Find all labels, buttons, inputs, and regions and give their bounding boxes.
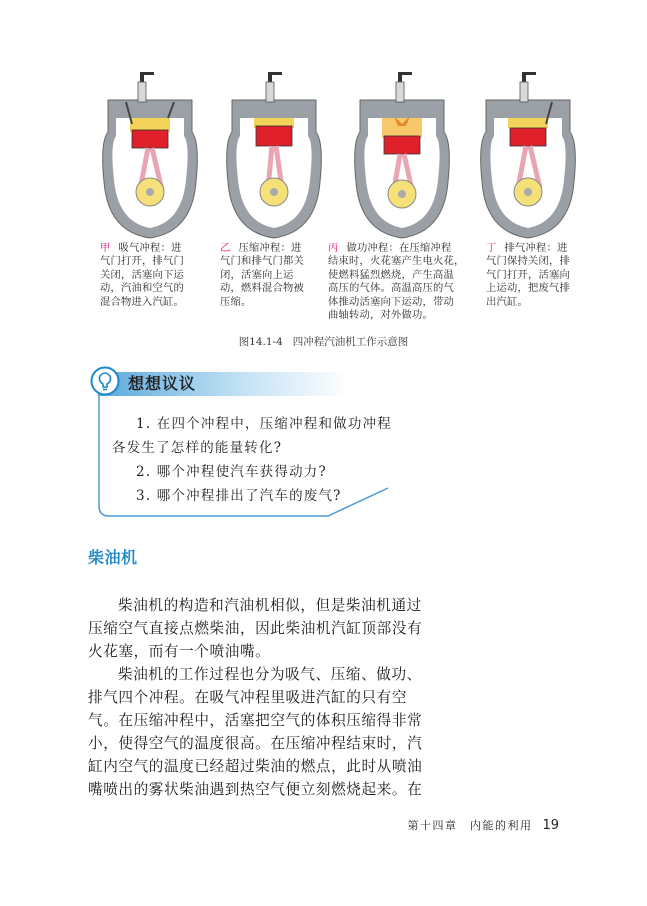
engine-diagram-power — [352, 72, 452, 242]
question-3: 3. 哪个冲程排出了汽车的废气? — [136, 488, 342, 504]
caption-line: 关闭，活塞向下运 — [100, 268, 184, 281]
figure-title: 四冲程汽油机工作示意图 — [292, 336, 409, 348]
caption-line: 压缩冲程：进 — [238, 242, 302, 254]
stroke-label: 甲 — [100, 242, 111, 254]
caption-line: 上运动，把废气排 — [486, 282, 570, 295]
paragraph-line: 压缩空气直接点燃柴油，因此柴油机汽缸顶部没有 — [88, 620, 423, 637]
caption-line: 压缩。 — [220, 295, 252, 308]
think-box-title: 想想议议 — [128, 374, 197, 393]
paragraph-line: 嘴喷出的雾状柴油遇到热空气便立刻燃烧起来。在 — [88, 781, 423, 798]
paragraph-line: 柴油机的构造和汽油机相似，但是柴油机通过 — [118, 597, 422, 614]
caption-line: 闭，活塞向上运 — [220, 268, 294, 281]
stroke-label: 丁 — [486, 242, 497, 254]
caption-line: 出汽缸。 — [486, 295, 528, 308]
caption-exhaust — [486, 242, 604, 309]
page-number: 19 — [542, 818, 559, 833]
caption-line: 混合物进入汽缸。 — [100, 295, 184, 308]
caption-line: 结束时，火花塞产生电火花， — [328, 255, 465, 268]
stroke-label: 丙 — [328, 242, 339, 254]
caption-line: 吸气冲程：进 — [118, 242, 182, 254]
caption-line: 排气冲程：进 — [504, 242, 568, 254]
paragraph-line: 气。在压缩冲程中，活塞把空气的体积压缩得非常 — [88, 712, 423, 729]
caption-line: 高压的气体。高温高压的气 — [328, 282, 454, 295]
caption-power — [328, 242, 478, 322]
figure-caption — [0, 334, 647, 349]
caption-line: 曲轴转动，对外做功。 — [328, 309, 433, 322]
paragraph-line: 缸内空气的温度已经超过柴油的燃点，此时从喷油 — [88, 758, 423, 775]
engine-diagram-exhaust — [478, 72, 578, 242]
engine-diagram-compression — [224, 72, 324, 242]
paragraph-line: 小，使得空气的温度很高。在压缩冲程结束时，汽 — [88, 735, 423, 752]
caption-compression — [220, 242, 338, 309]
paragraph-line: 火花塞，而有一个喷油嘴。 — [88, 643, 271, 660]
lightbulb-icon — [90, 366, 120, 396]
caption-line: 气门和排气门都关 — [220, 255, 304, 268]
caption-line: 使燃料猛烈燃烧，产生高温 — [328, 268, 454, 281]
stroke-label: 乙 — [220, 242, 231, 254]
question-2: 2. 哪个冲程使汽车获得动力? — [136, 464, 327, 480]
page-footer — [407, 817, 559, 833]
question-1-line-2: 各发生了怎样的能量转化? — [112, 440, 283, 456]
caption-line: 体推动活塞向下运动，带动 — [328, 295, 454, 308]
paragraph-line: 柴油机的工作过程也分为吸气、压缩、做功、 — [118, 666, 422, 683]
caption-line: 动，汽油和空气的 — [100, 282, 184, 295]
engine-diagram-intake — [100, 72, 200, 242]
question-1-line-1: 1. 在四个冲程中，压缩冲程和做功冲程 — [136, 416, 392, 432]
caption-line: 做功冲程：在压缩冲程 — [346, 242, 452, 254]
caption-line: 气门打开，活塞向 — [486, 268, 570, 281]
caption-line: 动，燃料混合物被 — [220, 282, 304, 295]
think-discuss-box — [88, 366, 406, 526]
caption-intake — [100, 242, 218, 309]
figure-number: 图14.1-4 — [238, 336, 283, 348]
paragraph-line: 排气四个冲程。在吸气冲程里吸进汽缸的只有空 — [88, 689, 408, 706]
caption-line: 气门打开，排气门 — [100, 255, 184, 268]
section-title: 柴油机 — [88, 548, 138, 567]
caption-line: 气门保持关闭，排 — [486, 255, 570, 268]
chapter-title: 第十四章 内能的利用 — [407, 819, 533, 832]
